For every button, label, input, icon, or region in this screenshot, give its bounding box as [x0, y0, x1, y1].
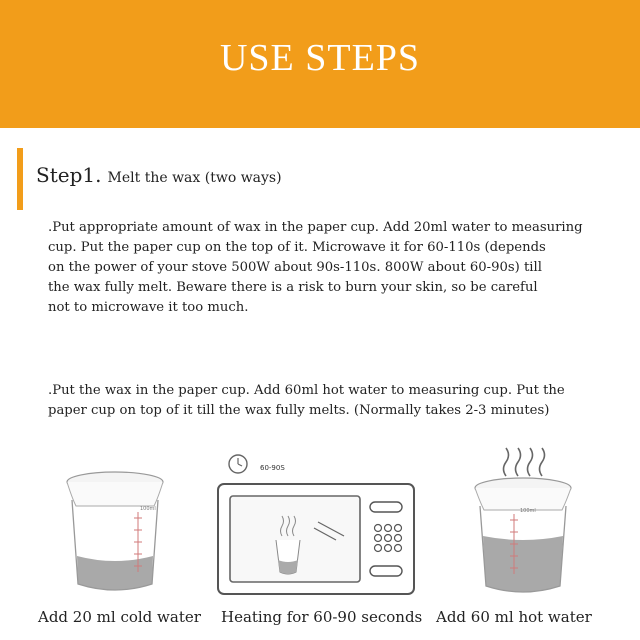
step-description: Melt the wax (two ways): [107, 170, 282, 186]
header-banner: [0, 0, 640, 128]
method-one-line: on the power of your stove 500W about 90s-110s. 800W about 60-90s) till: [48, 260, 542, 275]
method-one-line: cup. Put the paper cup on the top of it. Microwave it for 60-110s (depends: [48, 240, 546, 255]
step-accent-bar: [17, 148, 23, 210]
cup-scale-label: 100ml: [140, 506, 156, 512]
method-two-line: .Put the wax in the paper cup. Add 60ml hot water to measuring cup. Put the: [48, 383, 565, 398]
step-number: Step1.: [36, 163, 102, 187]
measuring-cup-icon: [62, 468, 168, 600]
method-one-line: not to microwave it too much.: [48, 300, 249, 315]
steam-icon: [504, 448, 545, 476]
method-two-paragraph: [48, 381, 608, 421]
microwave-timer: 60-90S: [260, 464, 285, 472]
method-two-line: paper cup on top of it till the wax fully melts. (Normally takes 2-3 minutes): [48, 403, 550, 418]
caption-cold-water: Add 20 ml cold water: [38, 608, 201, 626]
method-one-line: the wax fully melt. Beware there is a risk to burn your skin, so be careful: [48, 280, 538, 295]
cup-scale-label: 100ml: [520, 508, 536, 514]
caption-heating: Heating for 60-90 seconds: [221, 608, 423, 626]
method-one-paragraph: [48, 218, 608, 318]
step-heading: [36, 163, 282, 187]
caption-hot-water: Add 60 ml hot water: [436, 608, 592, 626]
microwave-icon: [214, 452, 418, 600]
page-title: USE STEPS: [219, 37, 421, 79]
method-one-line: .Put appropriate amount of wax in the paper cup. Add 20ml water to measuring: [48, 220, 583, 235]
measuring-cup-hot-icon: [470, 440, 576, 600]
